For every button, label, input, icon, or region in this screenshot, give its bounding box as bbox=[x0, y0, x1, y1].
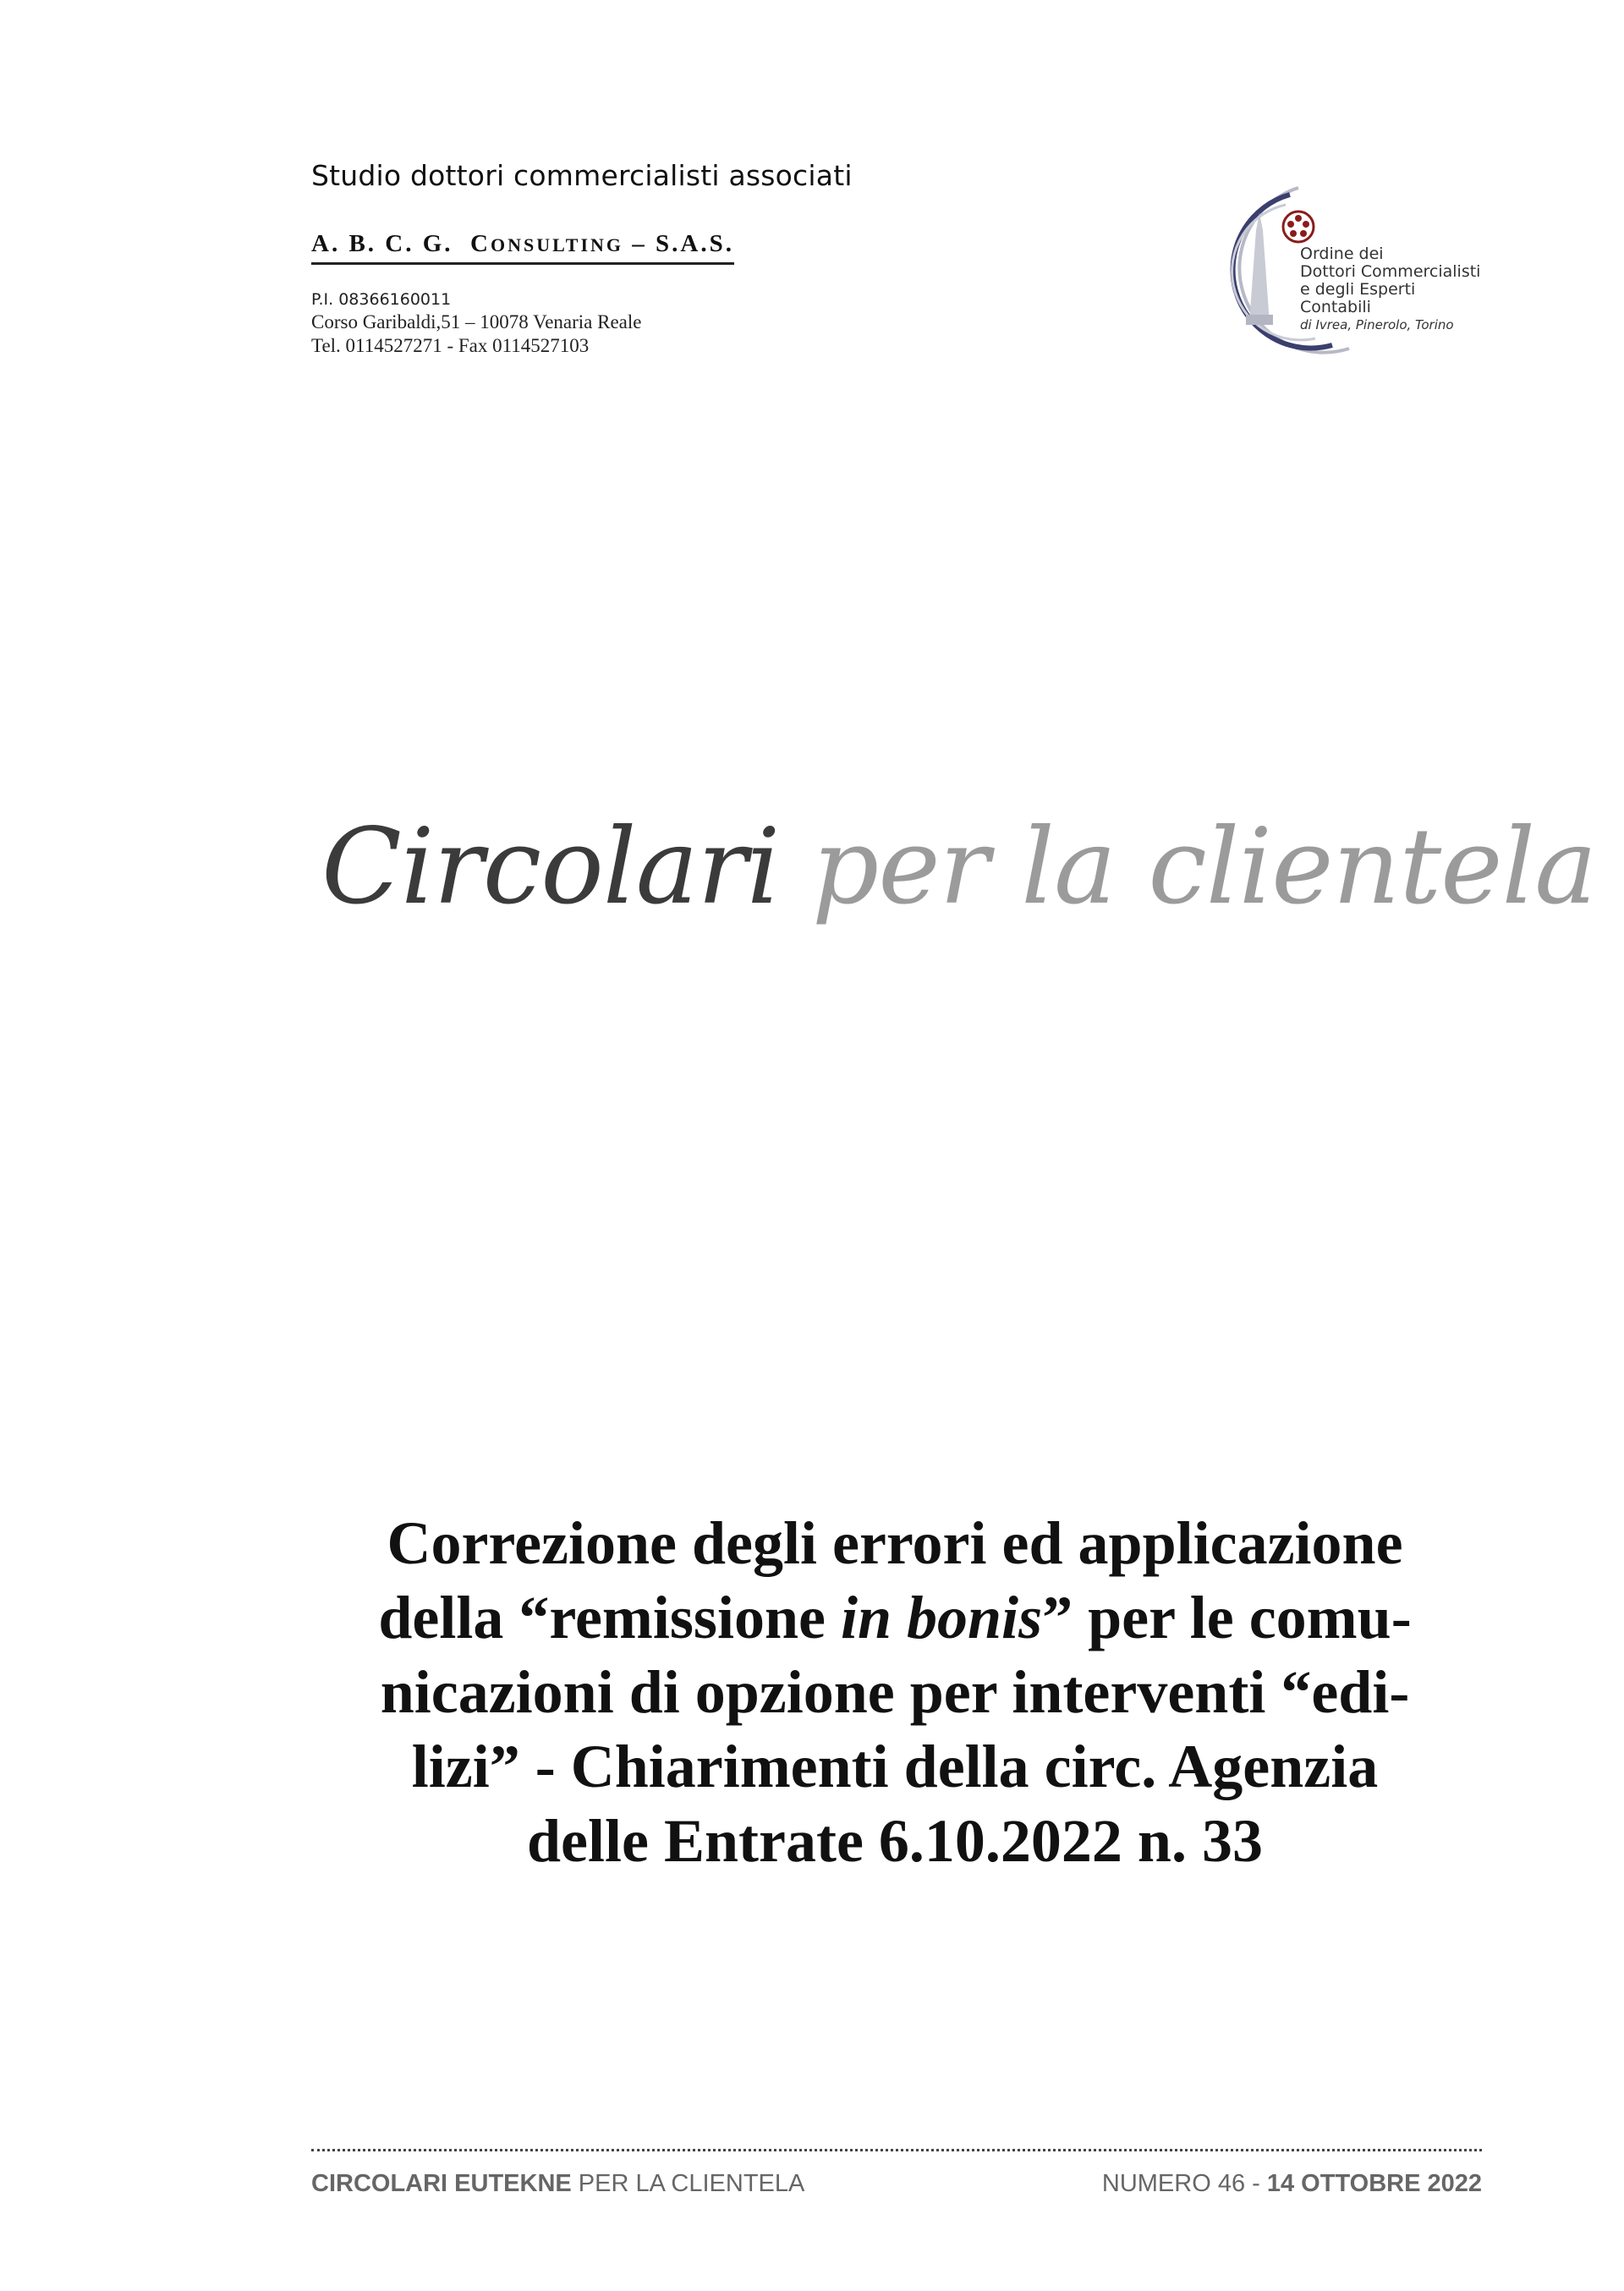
contact-block bbox=[311, 288, 1073, 358]
title-line-1: Correzione degli errori ed applicazione bbox=[387, 1509, 1403, 1577]
footer-issue-date: 14 OTTOBRE 2022 bbox=[1266, 2170, 1482, 2197]
logo-caption bbox=[1300, 245, 1484, 333]
studio-description: Studio dottori commercialisti associati bbox=[311, 159, 853, 192]
title-line-3: nicazioni di opzione per interventi “edi- bbox=[380, 1658, 1410, 1726]
vat-number: P.I. 08366160011 bbox=[311, 290, 452, 309]
firm-name-onsulting: ONSULTING bbox=[491, 234, 624, 255]
ordine-commercialisti-logo bbox=[1205, 179, 1484, 357]
logo-line-1: Ordine dei bbox=[1300, 244, 1384, 263]
footer-publication bbox=[311, 2168, 804, 2199]
series-word-clientela: per la clientela bbox=[811, 806, 1597, 928]
title-line-4: lizi” - Chiarimenti della circ. Agenzia bbox=[411, 1733, 1379, 1800]
firm-name-c: C bbox=[470, 230, 491, 257]
footer-brand: CIRCOLARI EUTEKNE bbox=[311, 2170, 572, 2197]
title-line-2-pre: della “remissione bbox=[378, 1584, 841, 1651]
document-title bbox=[311, 1506, 1479, 1878]
title-italic-in-bonis: in bonis bbox=[840, 1584, 1043, 1651]
series-heading bbox=[321, 804, 1596, 931]
address: Corso Garibaldi,51 – 10078 Venaria Reale bbox=[311, 311, 642, 332]
logo-line-3: e degli Esperti Contabili bbox=[1300, 280, 1416, 316]
logo-line-4: di Ivrea, Pinerolo, Torino bbox=[1300, 317, 1454, 332]
logo-line-2: Dottori Commercialisti bbox=[1300, 262, 1481, 281]
title-line-2-post: ” per le comu- bbox=[1042, 1584, 1412, 1651]
footer-issue bbox=[1102, 2168, 1482, 2199]
series-word-circolari: Circolari bbox=[321, 806, 780, 928]
title-line-5: delle Entrate 6.10.2022 n. 33 bbox=[527, 1807, 1263, 1875]
footer-issue-number: NUMERO 46 - bbox=[1101, 2170, 1267, 2197]
footer-dotted-rule bbox=[311, 2149, 1482, 2151]
firm-name-initials: A. B. C. G. bbox=[311, 230, 453, 257]
title-line-2 bbox=[311, 1580, 1479, 1655]
firm-name-suffix: – S.A.S. bbox=[632, 230, 734, 257]
firm-name bbox=[311, 228, 734, 265]
studio-header bbox=[311, 157, 1073, 358]
phone-fax: Tel. 0114527271 - Fax 0114527103 bbox=[311, 335, 590, 356]
footer-publication-rest: PER LA CLIENTELA bbox=[571, 2170, 805, 2197]
